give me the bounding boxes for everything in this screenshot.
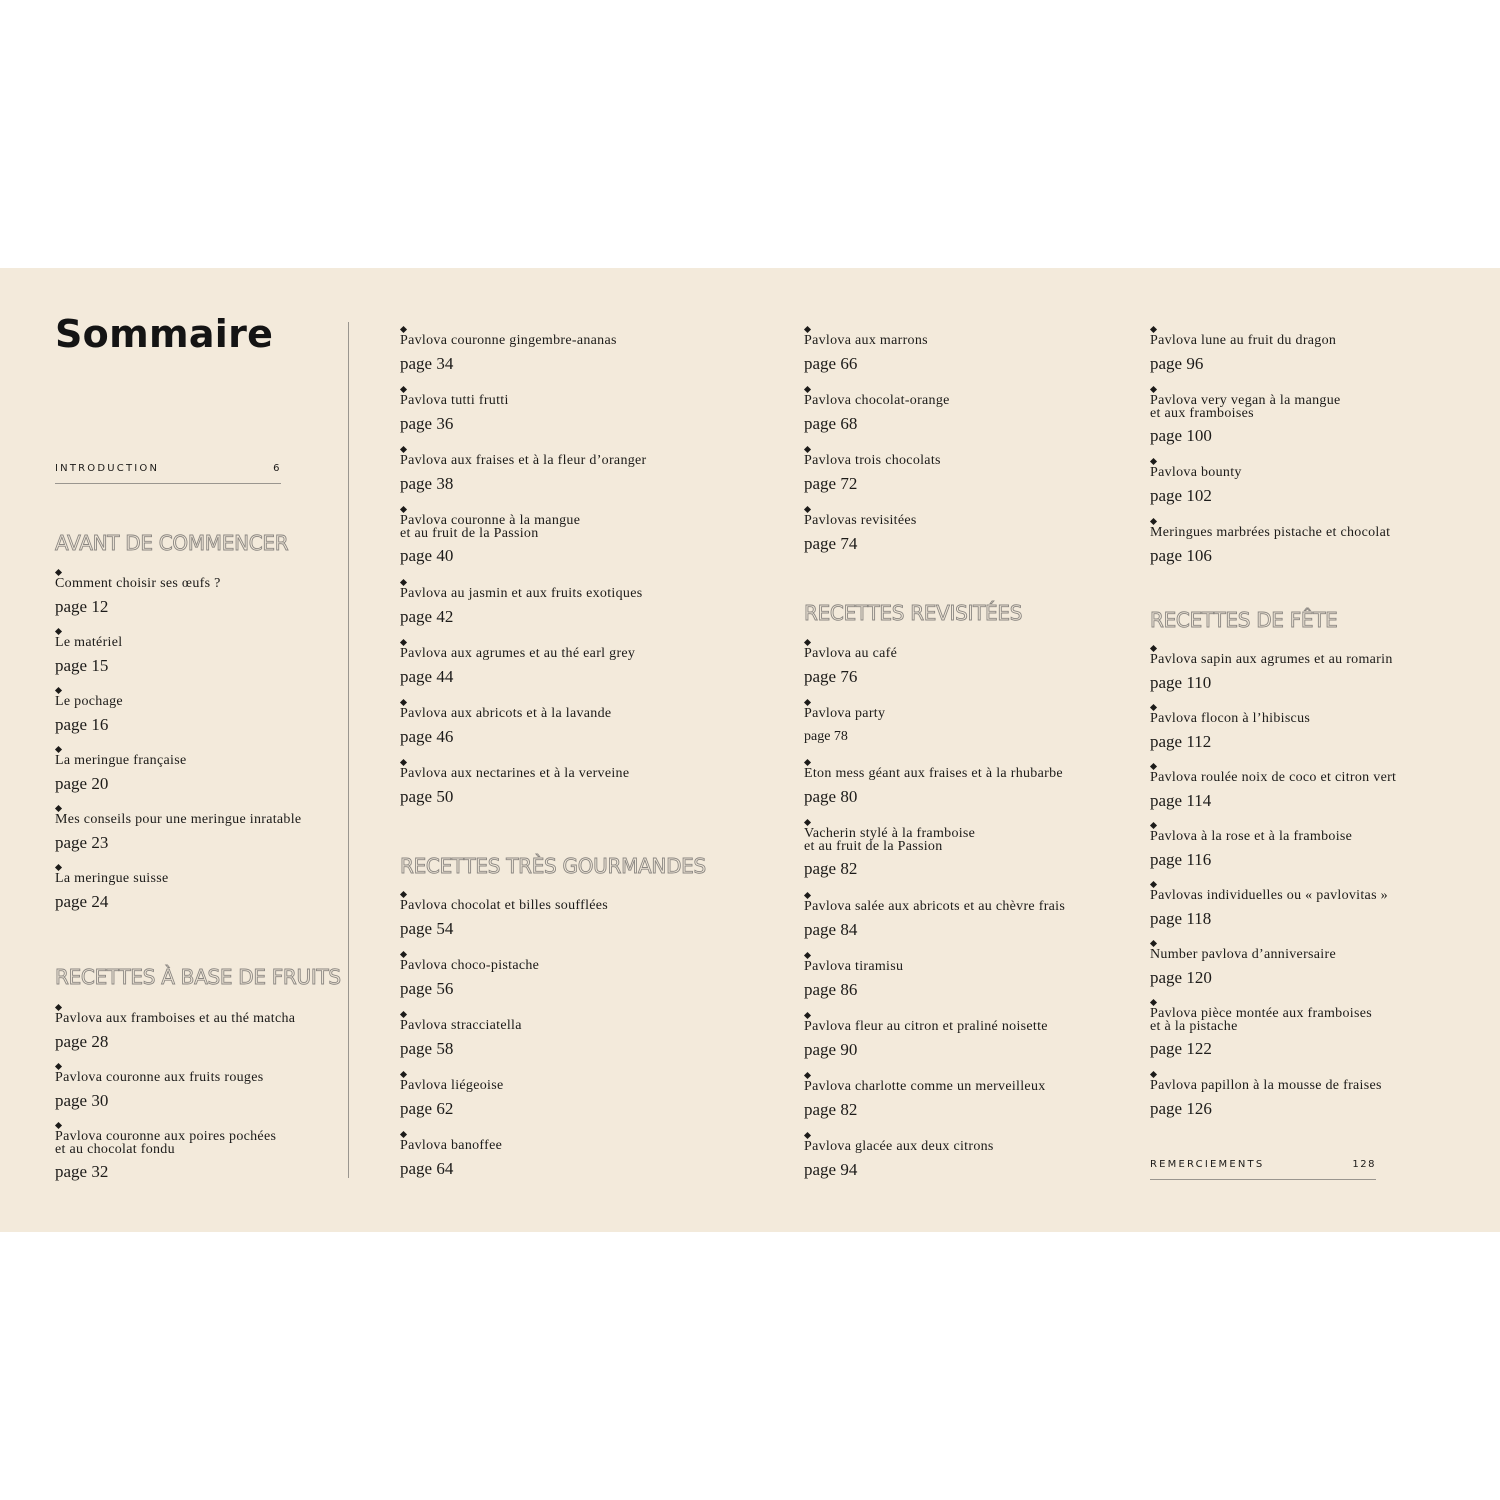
toc-entry-page: page 74: [804, 534, 858, 553]
toc-entry-title: Pavlova liégeoise: [400, 1078, 504, 1093]
toc-entry-title: Pavlova glacée aux deux citrons: [804, 1139, 994, 1154]
toc-entry-page: page 42: [400, 607, 454, 626]
toc-entry-title: Pavlova couronne aux fruits rouges: [55, 1070, 264, 1085]
remerciements-page: 128: [1352, 1159, 1376, 1170]
toc-entry-page: page 94: [804, 1160, 858, 1179]
toc-entry-page: page 38: [400, 474, 454, 493]
toc-entry-title: Pavlova sapin aux agrumes et au romarin: [1150, 652, 1393, 667]
toc-entry-title: Eton mess géant aux fraises et à la rhubarbe: [804, 766, 1063, 781]
toc-entry-title: Pavlova roulée noix de coco et citron vert: [1150, 770, 1397, 785]
toc-entry-title: Pavlova banoffee: [400, 1138, 503, 1153]
toc-entry-page: page 120: [1150, 968, 1212, 987]
toc-entry-page: page 72: [804, 474, 858, 493]
toc-entry-page: page 23: [55, 833, 109, 852]
section-heading-revisitees: RECETTES REVISITÉES: [804, 601, 1023, 625]
toc-entry-title: Pavlovas individuelles ou « pavlovitas »: [1150, 888, 1388, 903]
toc-entry-title: Pavlova pièce montée aux framboises et à la pistache: [1150, 1006, 1372, 1034]
remerciements-row[interactable]: [1150, 1157, 1376, 1180]
toc-entry-page: page 106: [1150, 545, 1212, 565]
toc-entry-title: Le pochage: [55, 694, 123, 709]
toc-entry-page: page 30: [55, 1091, 109, 1110]
toc-entry-page: page 58: [400, 1039, 454, 1058]
toc-entry-title: Pavlova flocon à l’hibiscus: [1150, 711, 1311, 726]
toc-entry-title: La meringue française: [55, 753, 187, 768]
toc-entry-page: page 76: [804, 667, 858, 686]
toc-entry-page: page 110: [1150, 673, 1212, 692]
toc-entry-title: Pavlova couronne à la mangue et au fruit de la Passion: [400, 513, 581, 541]
toc-entry-title: Number pavlova d’anniversaire: [1150, 947, 1336, 962]
toc-entry-page: page 50: [400, 787, 454, 806]
toc-entry-page: page 68: [804, 414, 858, 433]
toc-entry-page: page 56: [400, 979, 454, 998]
toc-entry-title: Pavlova tutti frutti: [400, 393, 509, 408]
introduction-row[interactable]: [55, 461, 281, 484]
toc-entry-title: Pavlova aux framboises et au thé matcha: [55, 1011, 296, 1026]
toc-entry-page: page 36: [400, 414, 454, 433]
toc-entry-title: Le matériel: [55, 635, 123, 650]
introduction-page: 6: [273, 463, 281, 474]
toc-entry-title: Pavlova bounty: [1150, 465, 1242, 480]
toc-entry-page: page 114: [1150, 791, 1212, 810]
toc-entry-page: page 86: [804, 980, 858, 999]
section-heading-gourmandes: RECETTES TRÈS GOURMANDES: [400, 854, 706, 878]
toc-entry-title: Pavlova party: [804, 706, 886, 721]
toc-entry-page: page 24: [55, 892, 109, 911]
toc-entry-page: page 46: [400, 727, 454, 746]
toc-entry-page: page 32: [55, 1162, 109, 1181]
introduction-label: INTRODUCTION: [55, 463, 160, 474]
toc-entry-title: Meringues marbrées pistache et chocolat: [1150, 524, 1391, 540]
remerciements-label: REMERCIEMENTS: [1150, 1159, 1265, 1170]
toc-entry-page: page 54: [400, 919, 454, 938]
toc-entry-page: page 15: [55, 656, 109, 675]
toc-entry-title: Pavlova trois chocolats: [804, 453, 941, 468]
toc-entry-page: page 126: [1150, 1099, 1212, 1118]
toc-entry-title: Pavlova charlotte comme un merveilleux: [804, 1079, 1046, 1094]
toc-entry-title: Pavlova stracciatella: [400, 1018, 522, 1033]
toc-entry-title: Pavlova aux nectarines et à la verveine: [400, 766, 630, 781]
toc-entry-page: page 118: [1150, 909, 1212, 928]
toc-entry-page: page 116: [1150, 850, 1212, 869]
toc-entry-title: Pavlova tiramisu: [804, 959, 904, 974]
toc-entry-page: page 102: [1150, 486, 1212, 505]
toc-entry-title: Pavlovas revisitées: [804, 513, 917, 528]
toc-entry-page: page 34: [400, 354, 454, 373]
toc-entry-page: page 100: [1150, 425, 1212, 445]
toc-entry-page: page 44: [400, 667, 454, 686]
toc-entry-title: Pavlova chocolat et billes soufflées: [400, 898, 609, 913]
toc-entry-title: Pavlova au café: [804, 646, 898, 661]
toc-entry-page: page 40: [400, 546, 454, 565]
toc-entry-title: Mes conseils pour une meringue inratable: [55, 812, 302, 827]
toc-entry-title: Pavlova au jasmin et aux fruits exotiques: [400, 586, 643, 601]
toc-entry-page: page 64: [400, 1159, 454, 1178]
toc-entry-title: Pavlova couronne aux poires pochées et au chocolat fondu: [55, 1129, 277, 1157]
toc-entry-page: page 96: [1150, 354, 1204, 373]
toc-entry-title: Comment choisir ses œufs ?: [55, 576, 221, 591]
toc-entry-page: page 62: [400, 1099, 454, 1118]
toc-entry-page: page 112: [1150, 732, 1212, 751]
toc-entry-page: page 78: [804, 729, 848, 744]
column-divider: [348, 322, 349, 1178]
toc-entry-title: Pavlova aux agrumes et au thé earl grey: [400, 646, 636, 661]
toc-entry-title: Pavlova fleur au citron et praliné noisette: [804, 1019, 1048, 1034]
toc-entry-page: page 66: [804, 354, 858, 373]
section-heading-fruits: RECETTES À BASE DE FRUITS: [55, 965, 341, 989]
toc-entry-page: page 84: [804, 920, 858, 939]
toc-entry-title: Pavlova papillon à la mousse de fraises: [1150, 1078, 1382, 1093]
toc-entry-title: Pavlova à la rose et à la framboise: [1150, 829, 1353, 844]
toc-entry-title: Vacherin stylé à la framboise et au fruit de la Passion: [804, 826, 976, 854]
toc-entry-title: Pavlova chocolat-orange: [804, 393, 950, 408]
toc-entry-title: Pavlova aux marrons: [804, 333, 928, 348]
page-title: Sommaire: [55, 312, 274, 356]
toc-entry-title: Pavlova couronne gingembre-ananas: [400, 333, 617, 348]
toc-entry-title: Pavlova choco-pistache: [400, 958, 540, 973]
toc-entry-title: Pavlova aux fraises et à la fleur d’oranger: [400, 453, 647, 468]
toc-entry-title: Pavlova salée aux abricots et au chèvre frais: [804, 899, 1066, 914]
toc-entry-page: page 20: [55, 774, 109, 793]
toc-entry-page: page 80: [804, 787, 858, 806]
toc-entry-page: page 16: [55, 715, 109, 734]
toc-entry-page: page 82: [804, 1100, 858, 1119]
section-heading-avant: AVANT DE COMMENCER: [55, 531, 289, 555]
toc-entry-page: page 122: [1150, 1039, 1212, 1058]
toc-entry-page: page 28: [55, 1032, 109, 1051]
toc-entry-page: page 82: [804, 859, 858, 878]
toc-entry-page: page 90: [804, 1040, 858, 1059]
toc-entry-title: Pavlova very vegan à la mangue et aux framboises: [1150, 392, 1341, 421]
toc-entry-title: Pavlova aux abricots et à la lavande: [400, 706, 612, 721]
section-heading-fete: RECETTES DE FÊTE: [1150, 608, 1338, 632]
toc-entry-title: La meringue suisse: [55, 871, 169, 886]
toc-entry-title: Pavlova lune au fruit du dragon: [1150, 333, 1337, 348]
toc-entry-page: page 12: [55, 597, 109, 616]
